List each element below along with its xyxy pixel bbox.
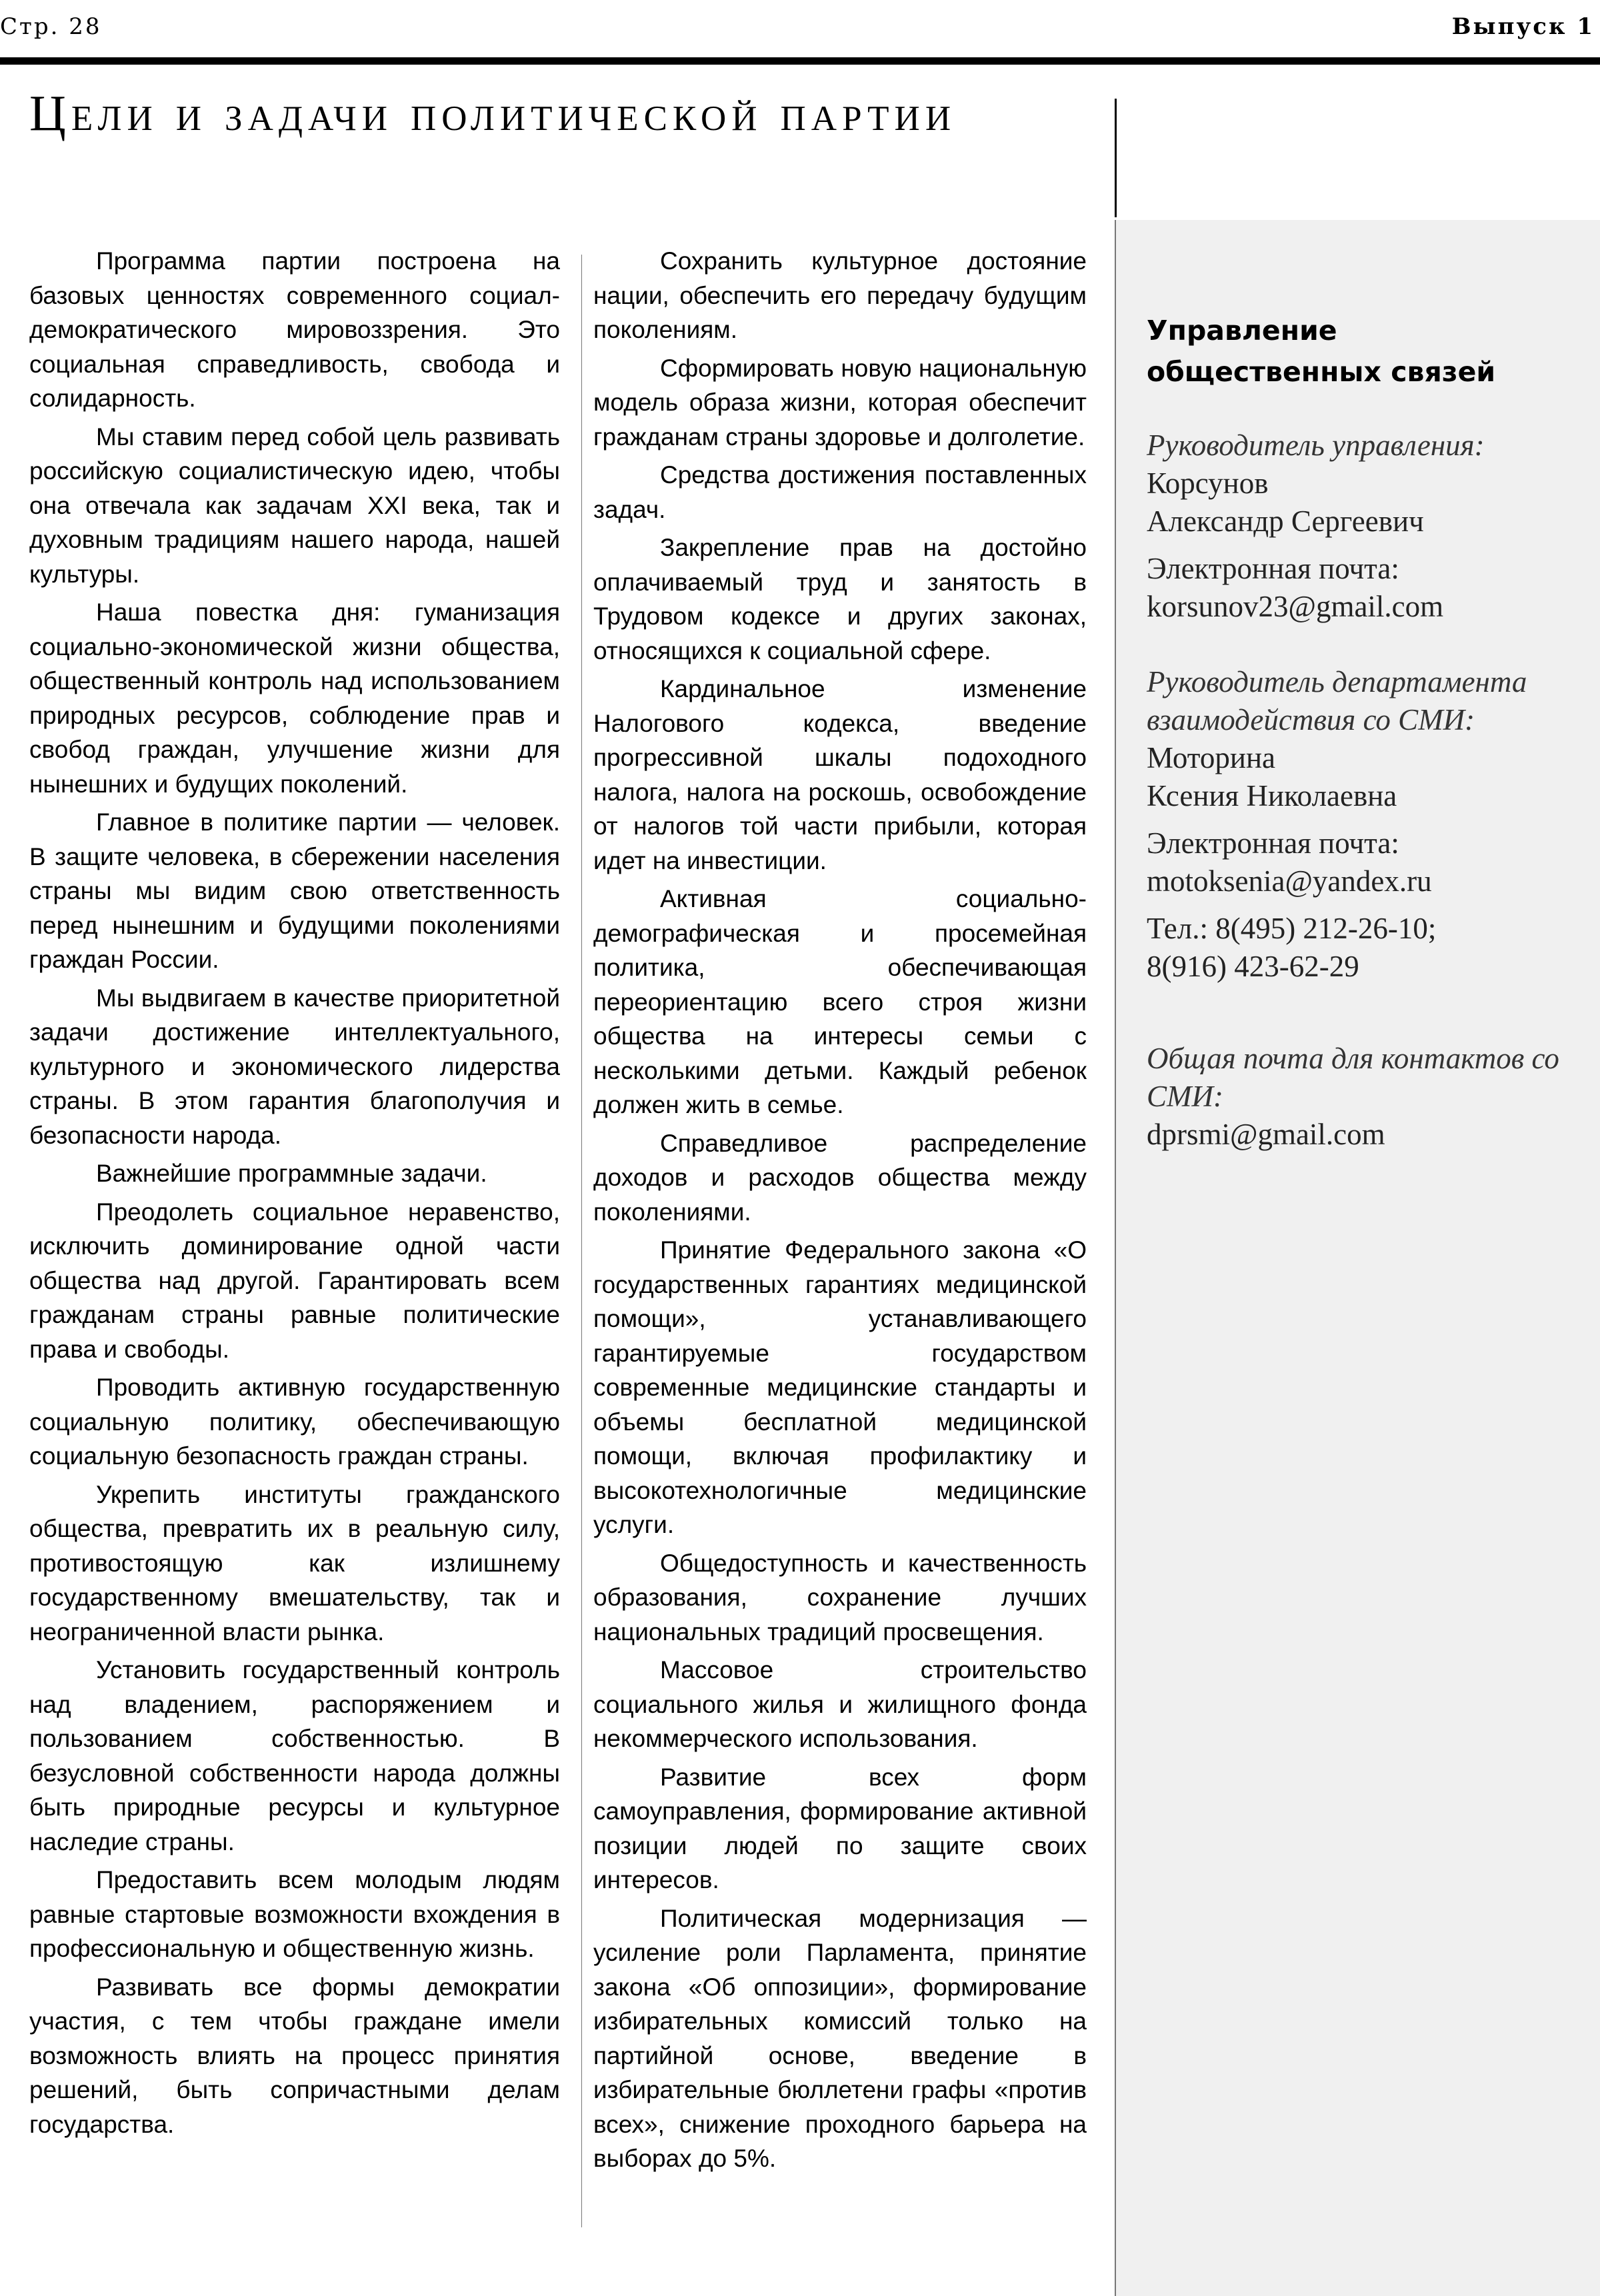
article-column-2 (593, 244, 1087, 2180)
email-address[interactable]: dprsmi@gmail.com (1147, 1118, 1385, 1151)
contact-given-name: Ксения Николаевна (1147, 779, 1397, 812)
paragraph: Преодолеть социальное неравенство, исключить доминирование одной части общества над другой. Гарантировать всем гражданам страны равные политические права и свободы. (29, 1198, 560, 1363)
paragraph: Укрепить институты гражданского общества, превратить их в реальную силу, противостоящую как излишнему государственному вмешательству, так и неограниченной власти рынка. (29, 1480, 560, 1646)
paragraph: Активная социально-демографическая и просемейная политика, обеспечивающая переориентацию всего строя жизни общества на интересы семьи с несколькими детьми. Каждый ребенок должен жить в семье. (593, 885, 1087, 1118)
header-rule (0, 57, 1600, 65)
paragraph: Развитие всех форм самоуправления, формирование активной позиции людей по защите своих интересов. (593, 1763, 1087, 1893)
column-gutter (581, 255, 582, 2227)
paragraph: Мы ставим перед собой цель развивать российскую социалистическую идею, чтобы она отвечала как задачам XXI века, так и духовным традициям нашего народа, нашей культуры. (29, 423, 560, 588)
paragraph: Кардинальное изменение Налогового кодекса, введение прогрессивной шкалы подоходного налога, налога на роскошь, освобождение от налогов той части прибыли, которая идет на инвестиции. (593, 675, 1087, 874)
email-address[interactable]: motoksenia@yandex.ru (1147, 864, 1432, 898)
contact-surname: Моторина (1147, 741, 1276, 774)
article-title: Цели и задачи политической партии (29, 85, 957, 141)
paragraph: Сформировать новую национальную модель образа жизни, которая обеспечит гражданам страны здоровье и долголетие. (593, 354, 1087, 451)
paragraph: Главное в политике партии — человек. В защите человека, в сбережении населения страны мы видим свою ответственность перед нынешним и будущими поколениями граждан России. (29, 808, 560, 973)
contact-given-name: Александр Сергеевич (1147, 505, 1424, 538)
paragraph: Принятие Федерального закона «О государственных гарантиях медицинской помощи», устанавливающего гарантируемые государством современные медицинские стандарты и объемы бесплатной медицинской помощи, включая профилактику и высокотехнологичные медицинские услуги. (593, 1236, 1087, 1538)
paragraph: Мы выдвигаем в качестве приоритетной задачи достижение интеллектуального, культурного и экономического лидерства страны. В этом гарантия благополучия и безопасности народа. (29, 984, 560, 1149)
paragraph: Сохранить культурное достояние нации, обеспечить его передачу будущим поколениям. (593, 247, 1087, 343)
paragraph: Средства достижения поставленных задач. (593, 461, 1087, 523)
page-number: Стр. 28 (0, 13, 102, 40)
phone-number[interactable]: Тел.: 8(495) 212-26-10; (1147, 912, 1437, 945)
contact-surname: Корсунов (1147, 467, 1269, 500)
contact-role: Руководитель департамента взаимодействия со СМИ: (1147, 665, 1527, 736)
paragraph: Закрепление прав на достойно оплачиваемый труд и занятость в Трудовом кодексе и других законах, относящихся к социальной сфере. (593, 534, 1087, 664)
paragraph: Проводить активную государственную социальную политику, обеспечивающую социальную безопасность граждан страны. (29, 1374, 560, 1470)
paragraph: Массовое строительство социального жилья и жилищного фонда некоммерческого использования. (593, 1656, 1087, 1752)
paragraph: Политическая модернизация — усиление роли Парламента, принятие закона «Об оппозиции», формирование избирательных комиссий только на партийной основе, введение в избирательные бюллетени графы «против всех», снижение проходного барьера на выборах до 5%. (593, 1904, 1087, 2172)
contact-head-of-department (1147, 427, 1573, 626)
title-divider (1115, 99, 1117, 217)
paragraph: Справедливое распределение доходов и расходов общества между поколениями. (593, 1129, 1087, 1226)
email-label: Электронная почта: (1147, 826, 1399, 860)
paragraph: Предоставить всем молодым людям равные стартовые возможности вхождения в профессиональную и общественную жизнь. (29, 1866, 560, 1962)
paragraph: Важнейшие программные задачи. (96, 1160, 487, 1187)
paragraph: Развивать все формы демократии участия, с тем чтобы граждане имели возможность влиять на процесс принятия решений, быть сопричастными делам государства. (29, 1973, 560, 2138)
paragraph: Общедоступность и качественность образования, сохранение лучших национальных традиций просвещения. (593, 1549, 1087, 1646)
sidebar-heading: Управление общественных связей (1147, 315, 1496, 388)
email-label: Электронная почта: (1147, 552, 1399, 585)
phone-number[interactable]: 8(916) 423-62-29 (1147, 950, 1359, 983)
contact-role: Руководитель управления: (1147, 429, 1485, 462)
paragraph: Наша повестка дня: гуманизация социально-экономической жизни общества, общественный контроль над использованием природных ресурсов, соблюдение прав и свобод граждан, улучшение жизни для нынешних и будущих поколений. (29, 598, 560, 798)
email-address[interactable]: korsunov23@gmail.com (1147, 590, 1444, 623)
issue-number: Выпуск 1 (1451, 13, 1595, 40)
paragraph: Установить государственный контроль над владением, распоряжением и пользованием собственностью. В безусловной собственности народа должны быть природные ресурсы и культурное наследие страны. (29, 1656, 560, 1855)
sidebar-divider (1115, 220, 1116, 2296)
paragraph: Программа партии построена на базовых ценностях современного социал-демократического мировоззрения. Это социальная справедливость, свобода и солидарность. (29, 247, 560, 412)
contact-media-relations (1147, 663, 1573, 986)
article-column-1 (29, 244, 560, 2145)
contact-general-press (1147, 1040, 1573, 1154)
general-contact-label: Общая почта для контактов со СМИ: (1147, 1042, 1559, 1113)
